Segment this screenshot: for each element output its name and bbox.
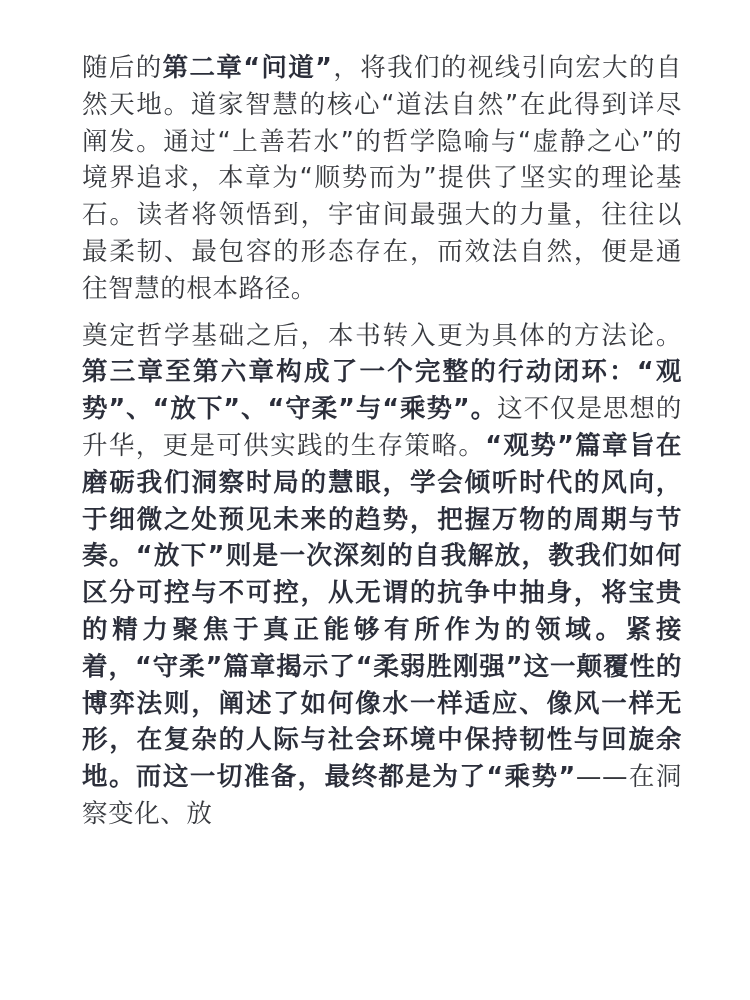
- paragraph-text: ，将我们的视线引向宏大的自然天地。道家智慧的核心“道法自然”在此得到详尽阐发。通过“上善若水”的哲学隐喻与“虚静之心”的境界追求，本章为“顺势而为”提供了坚实的理论基石。读者将领悟到，宇宙间最强大的力量，往往以最柔韧、最包容的形态存在，而效法自然，便是通往智慧的根本路径。: [82, 53, 682, 304]
- paragraph-methodology: [82, 318, 682, 833]
- paragraph-text: 奠定哲学基础之后，本书转入更为具体的方法论。: [82, 320, 682, 351]
- paragraph-text: 随后的: [82, 53, 163, 83]
- article-body: [82, 50, 682, 833]
- chapter-two-title: 第二章“问道”: [162, 53, 333, 83]
- chapter-details-highlight: “观势”篇章旨在磨砺我们洞察时局的慧眼，学会倾听时代的风向，于细微之处预见未来的趋势，把握万物的周期与节奏。“放下”则是一次深刻的自我解放，教我们如何区分可控与不可控，从无谓的抗争中抽身，将宝贵的精力聚焦于真正能够有所作为的领域。紧接着，“守柔”篇章揭示了“柔弱胜刚强”这一颠覆性的博弈法则，阐述了如何像水一样适应、像风一样无形，在复杂的人际与社会环境中保持韧性与回旋余地。而这一切准备，最终都是为了“乘势”: [82, 430, 682, 793]
- chapters-three-to-six-summary: 第三章至第六章构成了一个完整的行动闭环：“观势”、“放下”、“守柔”与“乘势”。: [82, 357, 682, 425]
- paragraph-chapter-two: [82, 50, 682, 308]
- paragraph-text: 这不仅是思想的升华，更是可供实践的生存策略。: [82, 394, 682, 461]
- paragraph-text: ——在洞察变化、放: [82, 762, 682, 829]
